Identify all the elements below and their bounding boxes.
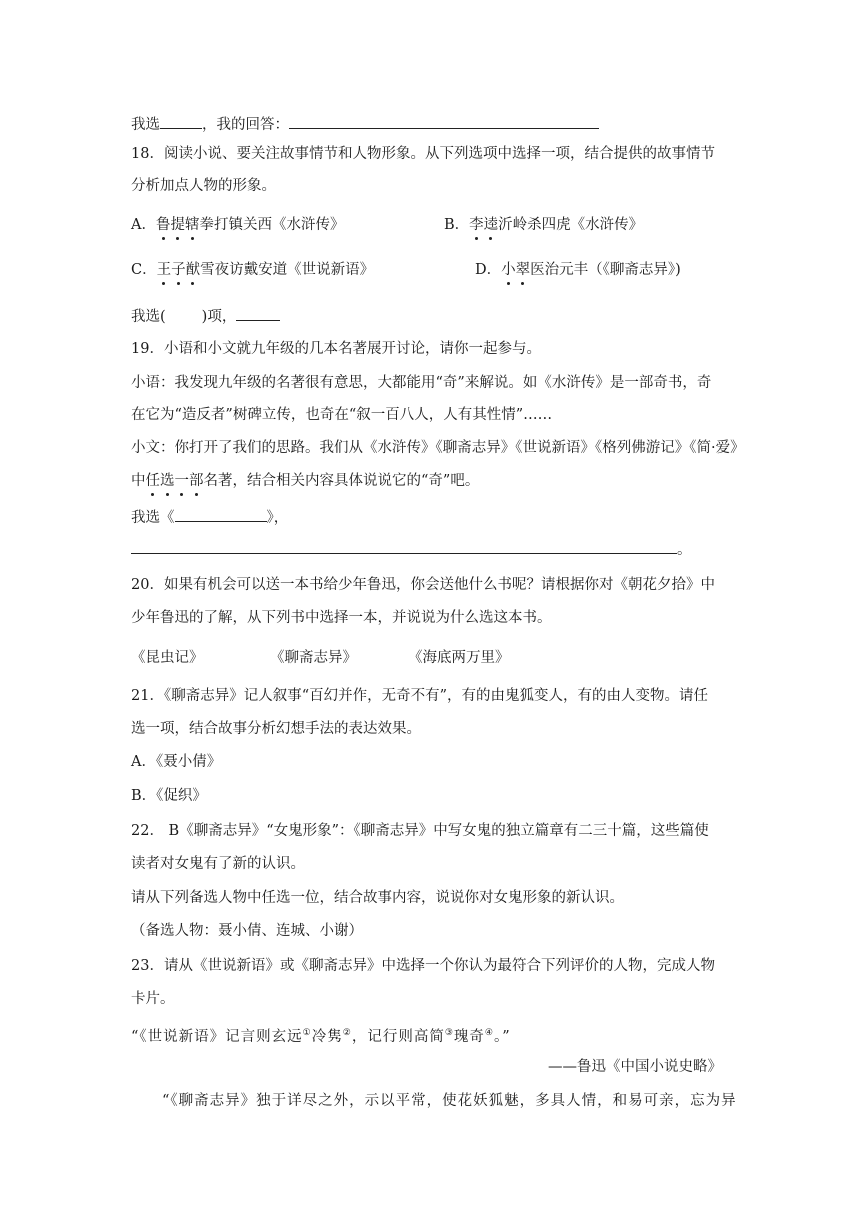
q18-option-c: C．王子猷雪夜访戴安道《世说新语》 <box>131 262 375 278</box>
q19-paragraph: 小文：你打开了我们的思路。我们从《水浒传》《聊斋志异》《世说新语》《格列佛游记》《简·爱》 <box>131 440 745 456</box>
q21-stem: 21．《聊斋志异》记人叙事“百幻并作，无奇不有”，有的由鬼狐变人，有的由人变物。请任 <box>131 688 709 704</box>
q23-quote: “《聊斋志异》独于详尽之外，示以平常，使花妖狐魅，多具人情，和易可亲，忘为异 <box>162 1093 737 1109</box>
q21-option-a: A．《聂小倩》 <box>131 754 222 770</box>
q20-stem: 20．如果有机会可以送一本书给少年鲁迅，你会送他什么书呢？请根据你对《朝花夕拾》中 <box>131 577 715 593</box>
q18-option-d: D．小翠医治元丰（《聊斋志异》) <box>475 262 681 278</box>
q23-stem: 卡片。 <box>131 991 175 1007</box>
q18-answer-line: 我选( )项， <box>131 306 280 327</box>
q18-option-a: A．鲁提辖拳打镇关西《水浒传》 <box>131 217 345 233</box>
answer-blank[interactable] <box>160 114 202 129</box>
answer-line-17: 我选 ，我的回答： <box>131 114 599 135</box>
q18-option-b: B．李逵沂岭杀四虎《水浒传》 <box>444 217 644 233</box>
q19-answer-line: 我选《 》， <box>131 507 288 528</box>
q21-stem: 选一项，结合故事分析幻想手法的表达效果。 <box>131 721 421 737</box>
answer-blank[interactable] <box>175 507 267 522</box>
answer-blank[interactable] <box>131 539 677 554</box>
answer-blank[interactable] <box>236 306 280 321</box>
q18-stem: 18．阅读小说、要关注故事情节和人物形象。从下列选项中选择一项，结合提供的故事情节 <box>131 146 715 162</box>
q19-paragraph: 中任选一部名著，结合相关内容具体说说它的“奇”吧。 <box>131 473 480 489</box>
q23-quote-source: ——鲁迅《中国小说史略》 <box>548 1059 722 1075</box>
q21-option-b: B．《促织》 <box>131 788 207 804</box>
q20-book-option: 《聊斋志异》 <box>270 650 357 666</box>
q18-stem: 分析加点人物的形象。 <box>131 178 276 194</box>
q22-stem: 22． B《聊斋志异》“女鬼形象”：《聊斋志异》中写女鬼的独立篇章有二三十篇，这些篇使 <box>131 823 709 839</box>
q19-paragraph: 小语：我发现九年级的名著很有意思，大都能用“奇”来解说。如《水浒传》是一部奇书，奇 <box>131 375 712 391</box>
q22-candidates: （备选人物：聂小倩、连城、小谢） <box>131 923 363 939</box>
q23-stem: 23．请从《世说新语》或《聊斋志异》中选择一个你认为最符合下列评价的人物，完成人物 <box>131 958 715 974</box>
q23-quote: “《世说新语》记言则玄远①冷隽②，记行则高简③瑰奇④。” <box>131 1028 511 1045</box>
q22-stem: 读者对女鬼有了新的认识。 <box>131 856 305 872</box>
q20-stem: 少年鲁迅的了解，从下列书中选择一本，并说说为什么选这本书。 <box>131 610 552 626</box>
q19-paragraph: 在它为“造反者”树碑立传，也奇在“叙一百八人，人有其性情”…… <box>131 407 553 423</box>
q22-instruction: 请从下列备选人物中任选一位，结合故事内容，说说你对女鬼形象的新认识。 <box>131 890 624 906</box>
q19-answer-line: 。 <box>131 539 692 560</box>
q19-stem: 19．小语和小文就九年级的几本名著展开讨论，请你一起参与。 <box>131 341 541 357</box>
q20-book-option: 《海底两万里》 <box>408 650 510 666</box>
answer-blank[interactable] <box>289 114 599 129</box>
q20-book-option: 《昆虫记》 <box>131 650 204 666</box>
